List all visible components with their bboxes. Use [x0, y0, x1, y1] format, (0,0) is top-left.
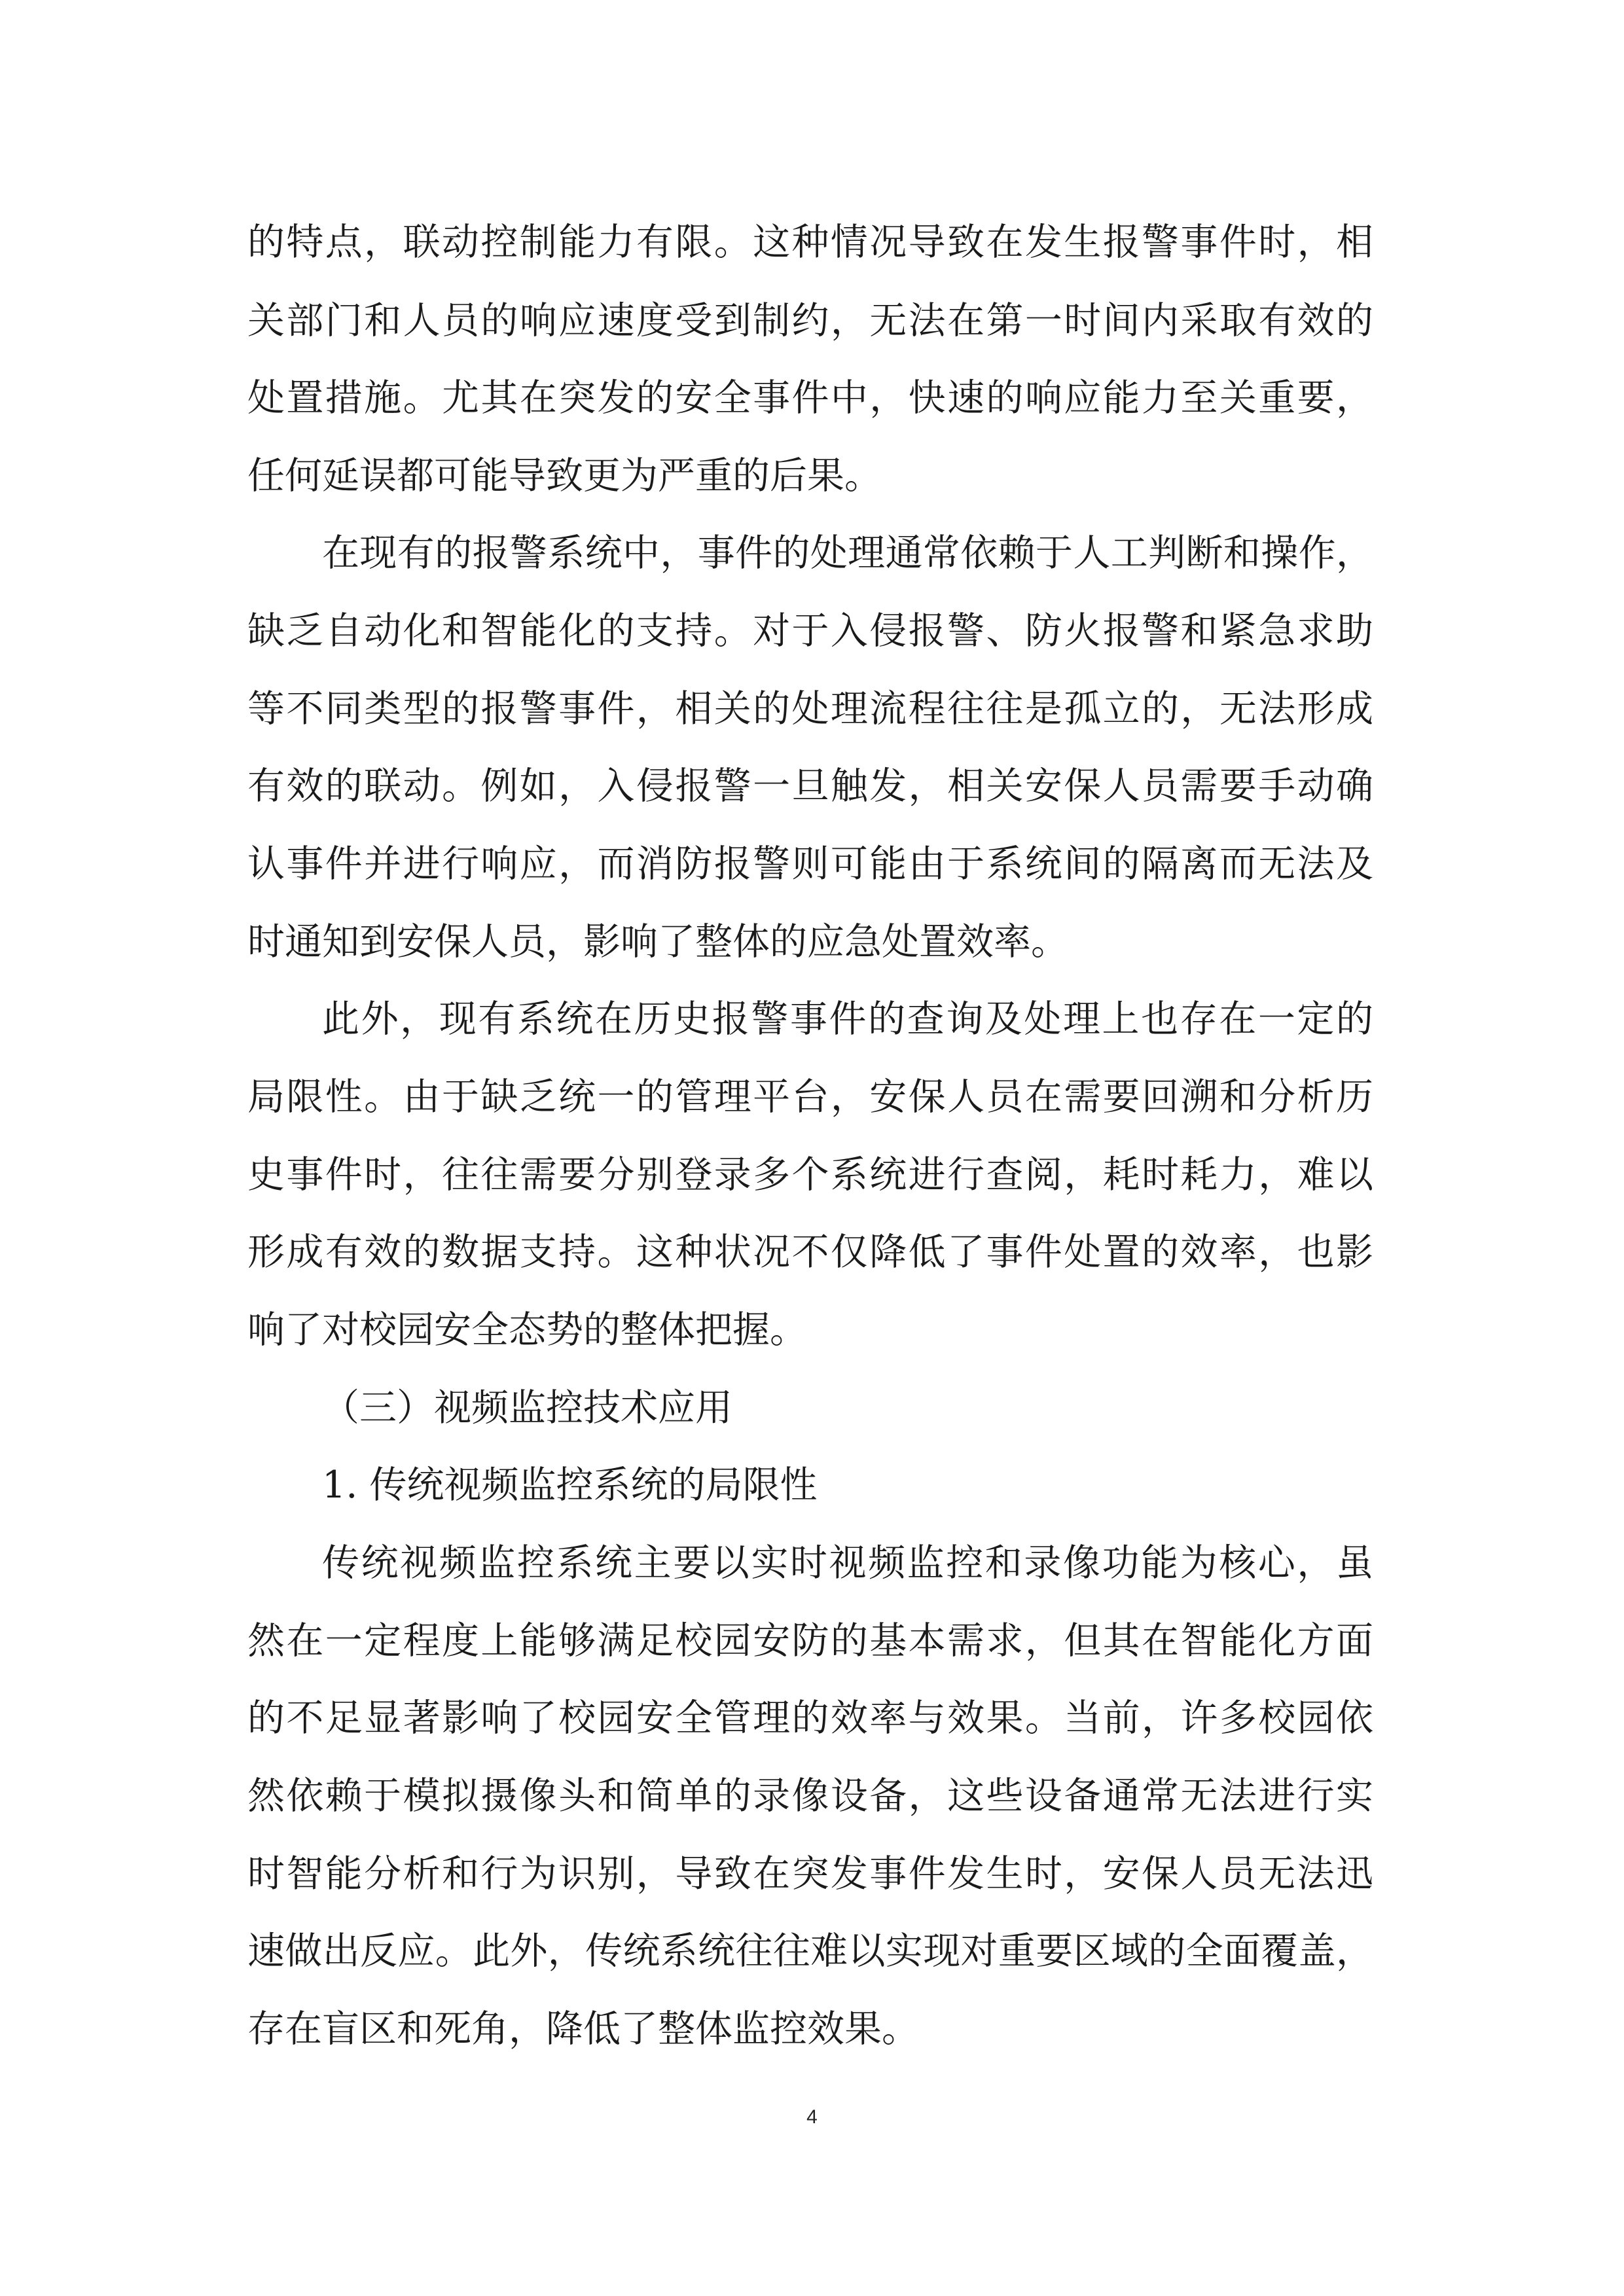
paragraph-2-line-4: 有效的联动。例如，入侵报警一旦触发，相关安保人员需要手动确 — [247, 764, 1373, 808]
paragraph-4-line-1: 传统视频监控系统主要以实时视频监控和录像功能为核心，虽 — [322, 1541, 1373, 1585]
page-number: 4 — [806, 2106, 818, 2128]
paragraph-2-line-2: 缺乏自动化和智能化的支持。对于入侵报警、防火报警和紧急求助 — [247, 609, 1373, 653]
subsection-heading: 1. 传统视频监控系统的局限性 — [322, 1463, 818, 1507]
paragraph-2-line-3: 等不同类型的报警事件，相关的处理流程往往是孤立的，无法形成 — [247, 687, 1373, 730]
paragraph-3-line-2: 局限性。由于缺乏统一的管理平台，安保人员在需要回溯和分析历 — [247, 1075, 1373, 1119]
paragraph-3-line-5: 响了对校园安全态势的整体把握。 — [247, 1308, 807, 1352]
paragraph-1-line-2: 关部门和人员的响应速度受到制约，无法在第一时间内采取有效的 — [247, 299, 1373, 342]
paragraph-2-line-6: 时通知到安保人员，影响了整体的应急处置效率。 — [247, 920, 1068, 963]
paragraph-1-line-3: 处置措施。尤其在突发的安全事件中，快速的响应能力至关重要， — [247, 376, 1373, 420]
paragraph-3-line-1: 此外，现有系统在历史报警事件的查询及处理上也存在一定的 — [322, 997, 1373, 1041]
paragraph-4-line-7: 存在盲区和死角，降低了整体监控效果。 — [247, 2007, 919, 2051]
paragraph-4-line-2: 然在一定程度上能够满足校园安防的基本需求，但其在智能化方面 — [247, 1619, 1373, 1662]
paragraph-4-line-3: 的不足显著影响了校园安全管理的效率与效果。当前，许多校园依 — [247, 1696, 1373, 1740]
paragraph-4-line-6: 速做出反应。此外，传统系统往往难以实现对重要区域的全面覆盖， — [247, 1929, 1373, 1973]
paragraph-1-line-4: 任何延误都可能导致更为严重的后果。 — [247, 454, 882, 497]
paragraph-3-line-4: 形成有效的数据支持。这种状况不仅降低了事件处置的效率，也影 — [247, 1230, 1373, 1274]
paragraph-4-line-5: 时智能分析和行为识别，导致在突发事件发生时，安保人员无法迅 — [247, 1852, 1373, 1895]
section-heading: （三）视频监控技术应用 — [322, 1386, 732, 1429]
paragraph-2-line-5: 认事件并进行响应，而消防报警则可能由于系统间的隔离而无法及 — [247, 842, 1373, 886]
paragraph-4-line-4: 然依赖于模拟摄像头和简单的录像设备，这些设备通常无法进行实 — [247, 1774, 1373, 1818]
paragraph-3-line-3: 史事件时，往往需要分别登录多个系统进行查阅，耗时耗力，难以 — [247, 1153, 1373, 1196]
paragraph-2-line-1: 在现有的报警系统中，事件的处理通常依赖于人工判断和操作， — [322, 531, 1373, 575]
paragraph-1-line-1: 的特点，联动控制能力有限。这种情况导致在发生报警事件时，相 — [247, 221, 1373, 264]
